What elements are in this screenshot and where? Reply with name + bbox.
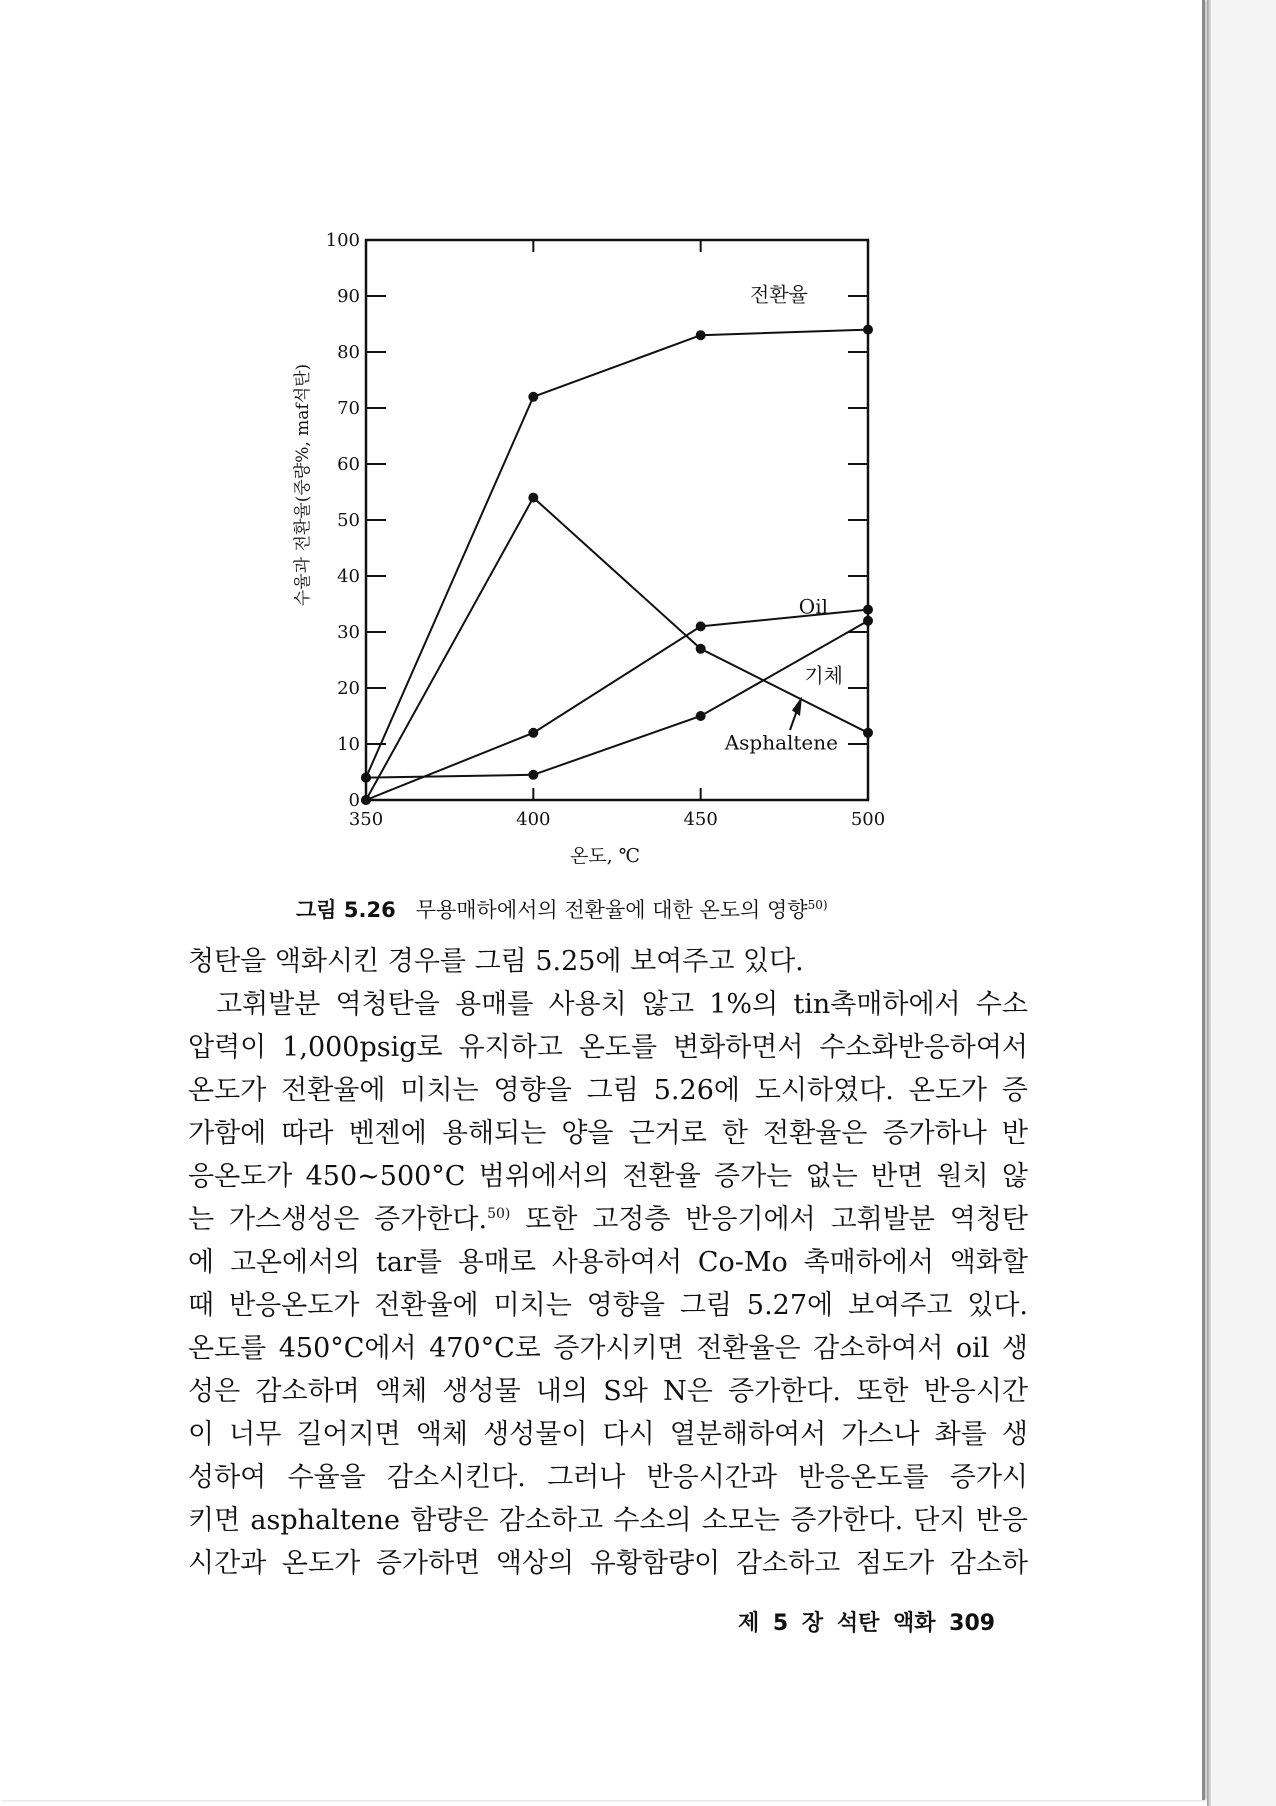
series-line [366, 610, 868, 800]
conversion-chart [280, 210, 900, 870]
text-line: 응온도가 450∼500°C 범위에서의 전환율 증가는 없는 반면 원치 않 [188, 1161, 1028, 1192]
chart-axes [366, 240, 868, 800]
y-tick-label: 20 [337, 678, 360, 699]
text-line: 성하여 수율을 감소시킨다. 그러나 반응시간과 반응온도를 증가시 [188, 1462, 1028, 1493]
y-tick-label: 10 [337, 734, 360, 755]
series-label: Oil [798, 594, 828, 619]
text-segment: 는 가스생성은 증가한다. [188, 1204, 488, 1235]
plot-frame [366, 240, 868, 800]
caption-number: 그림 5.26 [296, 898, 396, 922]
x-tick-label: 400 [516, 809, 551, 830]
text-line: 때 반응온도가 전환율에 미치는 영향을 그림 5.27에 보여주고 있다. [188, 1290, 1028, 1321]
data-point [696, 711, 706, 721]
series-label: 전환율 [750, 282, 808, 307]
y-tick-labels [326, 230, 360, 811]
footer-chapter: 제 5 장 [738, 1611, 824, 1636]
data-point [863, 728, 873, 738]
y-tick-label: 0 [348, 790, 360, 811]
text-line: 에 고온에서의 tar를 용매로 사용하여서 Co-Mo 촉매하에서 액화할 [188, 1247, 1028, 1278]
data-point [863, 605, 873, 615]
data-point [361, 795, 371, 805]
text-line: 성은 감소하며 액체 생성물 내의 S와 N은 증가한다. 또한 반응시간 [188, 1376, 1028, 1407]
page-footer [738, 1606, 995, 1637]
y-axis-label: 수율과 전환율(중량%, maf석탄) [293, 363, 313, 607]
text-line: 온도가 전환율에 미치는 영향을 그림 5.26에 도시하였다. 온도가 증 [188, 1075, 1028, 1106]
text-line: 가함에 따라 벤젠에 용해되는 양을 근거로 한 전환율은 증가하나 반 [188, 1118, 1028, 1149]
y-tick-label: 60 [337, 454, 360, 475]
label-arrow-head [792, 696, 802, 716]
text-segment: 또한 고정층 반응기에서 고휘발분 역청탄 [525, 1204, 1028, 1235]
y-tick-label: 100 [325, 230, 360, 251]
series-line [366, 498, 868, 800]
caption-text: 무용매하에서의 전환율에 대한 온도의 영향 [415, 898, 808, 922]
data-point [528, 728, 538, 738]
y-tick-label: 40 [337, 566, 360, 587]
x-tick-labels [349, 809, 885, 830]
data-point [696, 621, 706, 631]
text-line: 온도를 450°C에서 470°C로 증가시키면 전환율은 감소하여서 oil 생 [188, 1333, 1028, 1364]
text-line-with-ref [188, 1198, 1028, 1241]
footer-title: 석탄 액화 [836, 1611, 936, 1636]
data-point [696, 644, 706, 654]
series-label: Asphaltene [724, 730, 838, 755]
data-point [361, 773, 371, 783]
series-labels [724, 283, 843, 755]
x-tick-label: 350 [348, 809, 384, 830]
x-tick-label: 450 [683, 809, 718, 830]
page-edge [1207, 0, 1276, 1806]
data-point [528, 493, 538, 503]
data-point [696, 330, 706, 340]
x-tick-label: 500 [850, 809, 886, 830]
text-line: 고휘발분 역청탄을 용매를 사용치 않고 1%의 tin촉매하에서 수소 [216, 989, 1028, 1020]
x-axis-label: 온도, ℃ [569, 845, 641, 867]
data-point [528, 770, 538, 780]
y-tick-label: 70 [337, 398, 360, 419]
y-tick-label: 50 [337, 510, 360, 531]
y-tick-label: 80 [337, 342, 360, 363]
text-line: 시간과 온도가 증가하면 액상의 유황함량이 감소하고 점도가 감소하 [188, 1548, 1028, 1579]
series-label: 기체 [804, 663, 843, 688]
text-line: 이 너무 길어지면 액체 생성물이 다시 열분해하여서 가스나 촤를 생 [188, 1419, 1028, 1450]
figure-caption [296, 894, 828, 924]
y-tick-label: 30 [337, 622, 360, 643]
data-point [528, 392, 538, 402]
text-line: 키면 asphaltene 함량은 감소하고 수소의 소모는 증가한다. 단지 반응 [188, 1505, 1028, 1536]
y-tick-label: 90 [337, 286, 360, 307]
text-line: 청탄을 액화시킨 경우를 그림 5.25에 보여주고 있다. [188, 946, 804, 977]
data-point [863, 616, 873, 626]
data-point [863, 325, 873, 335]
body-text [188, 940, 1028, 1585]
caption-ref: 50) [807, 898, 828, 912]
text-line: 압력이 1,000psig로 유지하고 온도를 변화하면서 수소화반응하여서 [188, 1032, 1028, 1063]
page-number: 309 [949, 1611, 996, 1636]
citation-ref: 50) [487, 1206, 511, 1222]
